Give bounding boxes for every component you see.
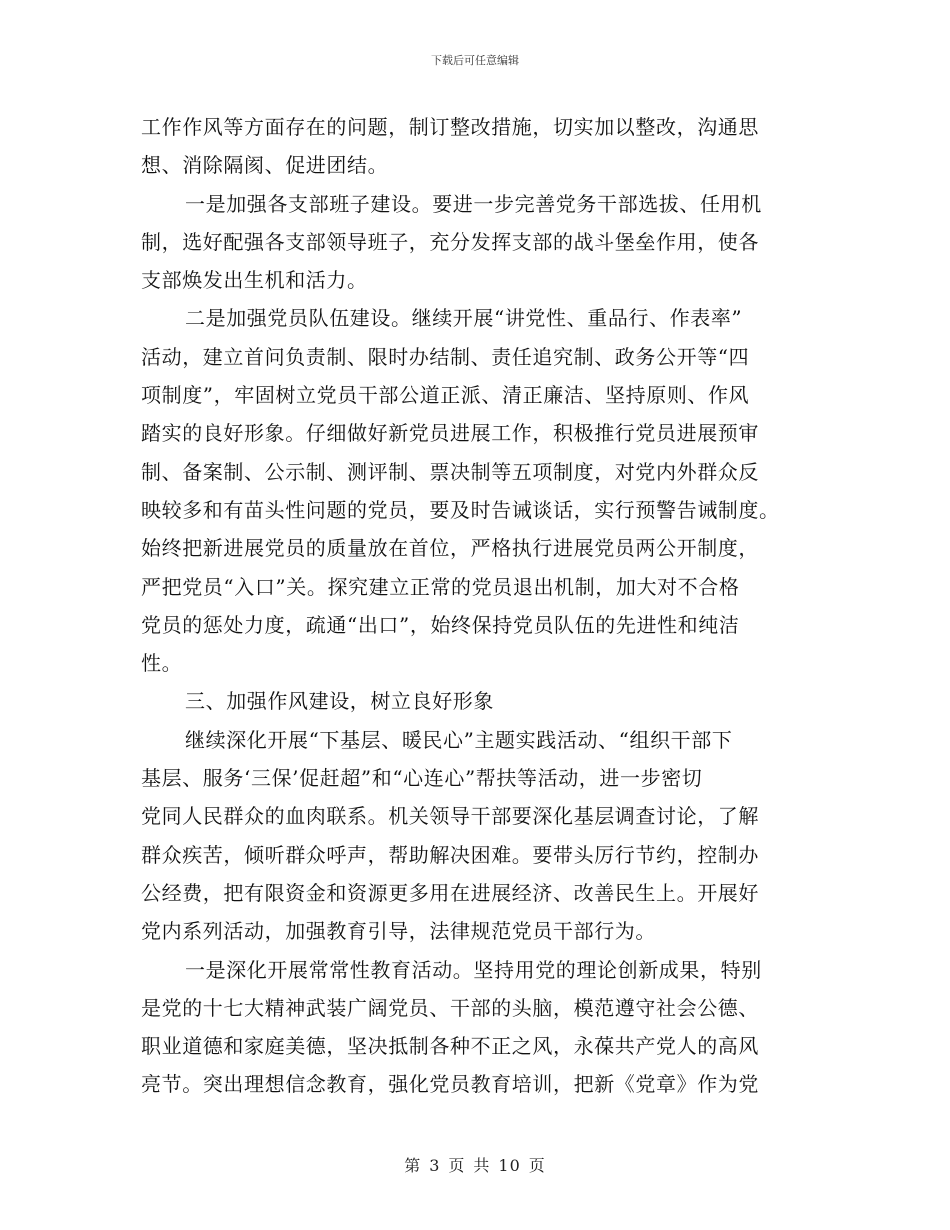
text-line: 支部焕发出生机和活力。 (141, 268, 368, 293)
text-line: 亮节。突出理想信念教育，强化党员教育培训，把新《党章》作为党 (141, 1072, 759, 1097)
footer-ye: 页 (528, 1156, 546, 1175)
text-line: 公经费，把有限资金和资源更多用在进展经济、改善民生上。开展好 (141, 880, 759, 905)
current-page-number: 3 (429, 1156, 441, 1175)
text-line: 项制度”，牢固树立党员干部公道正派、清正廉洁、坚持原则、作风 (141, 383, 750, 408)
text-line: 活动，建立首问负责制、限时办结制、责任追究制、政务公开等“四 (141, 344, 750, 369)
text-line: 踏实的良好形象。仔细做好新党员进展工作，积极推行党员进展预审 (141, 421, 759, 446)
text-line: 基层、服务‘三保’促赶超”和“心连心”帮扶等活动，进一步密切 (141, 766, 703, 791)
text-line: 群众疾苦，倾听群众呼声，帮助解决困难。要带头厉行节约，控制办 (141, 842, 759, 867)
paragraph-start: 一是深化开展常常性教育活动。坚持用党的理论创新成果，特别 (185, 957, 762, 982)
text-line: 映较多和有苗头性问题的党员，要及时告诫谈话，实行预警告诫制度。 (141, 497, 780, 522)
footer-gong: 共 (473, 1156, 491, 1175)
footer-ye: 页 (448, 1156, 466, 1175)
text-line: 是党的十七大精神武装广阔党员、干部的头脑，模范遵守社会公德、 (141, 995, 759, 1020)
section-heading: 三、加强作风建设，树立良好形象 (185, 689, 494, 714)
text-line: 制，选好配强各支部领导班子，充分发挥支部的战斗堡垒作用，使各 (141, 229, 759, 254)
paragraph-start: 一是加强各支部班子建设。要进一步完善党务干部选拔、任用机 (185, 191, 762, 216)
text-line: 党内系列活动，加强教育引导，法律规范党员干部行为。 (141, 919, 656, 944)
paragraph-start: 继续深化开展“下基层、暖民心”主题实践活动、“组织干部下 (185, 727, 733, 752)
footer-di: 第 (404, 1156, 422, 1175)
text-line: 严把党员“入口”关。探究建立正常的党员退出机制，加大对不合格 (141, 574, 740, 599)
text-line: 党员的惩处力度，疏通“出口”，始终保持党员队伍的先进性和纯洁 (141, 612, 740, 637)
text-line: 制、备案制、公示制、测评制、票决制等五项制度，对党内外群众反 (141, 459, 759, 484)
text-line: 职业道德和家庭美德，坚决抵制各种不正之风，永葆共产党人的高风 (141, 1034, 759, 1059)
text-line: 党同人民群众的血肉联系。机关领导干部要深化基层调查讨论，了解 (141, 804, 759, 829)
text-line: 工作作风等方面存在的问题，制订整改措施，切实加以整改，沟通思 (141, 115, 759, 139)
text-line: 性。 (141, 651, 183, 676)
total-pages-number: 10 (498, 1156, 521, 1175)
text-line: 想、消除隔阂、促进团结。 (141, 153, 389, 178)
paragraph-start: 二是加强党员队伍建设。继续开展“讲党性、重品行、作表率” (185, 306, 743, 331)
page-header: 下载后可任意编辑 (431, 54, 519, 67)
body-text (141, 108, 809, 1104)
text-line: 始终把新进展党员的质量放在首位，严格执行进展党员两公开制度， (141, 536, 759, 561)
page-footer (0, 1156, 950, 1176)
